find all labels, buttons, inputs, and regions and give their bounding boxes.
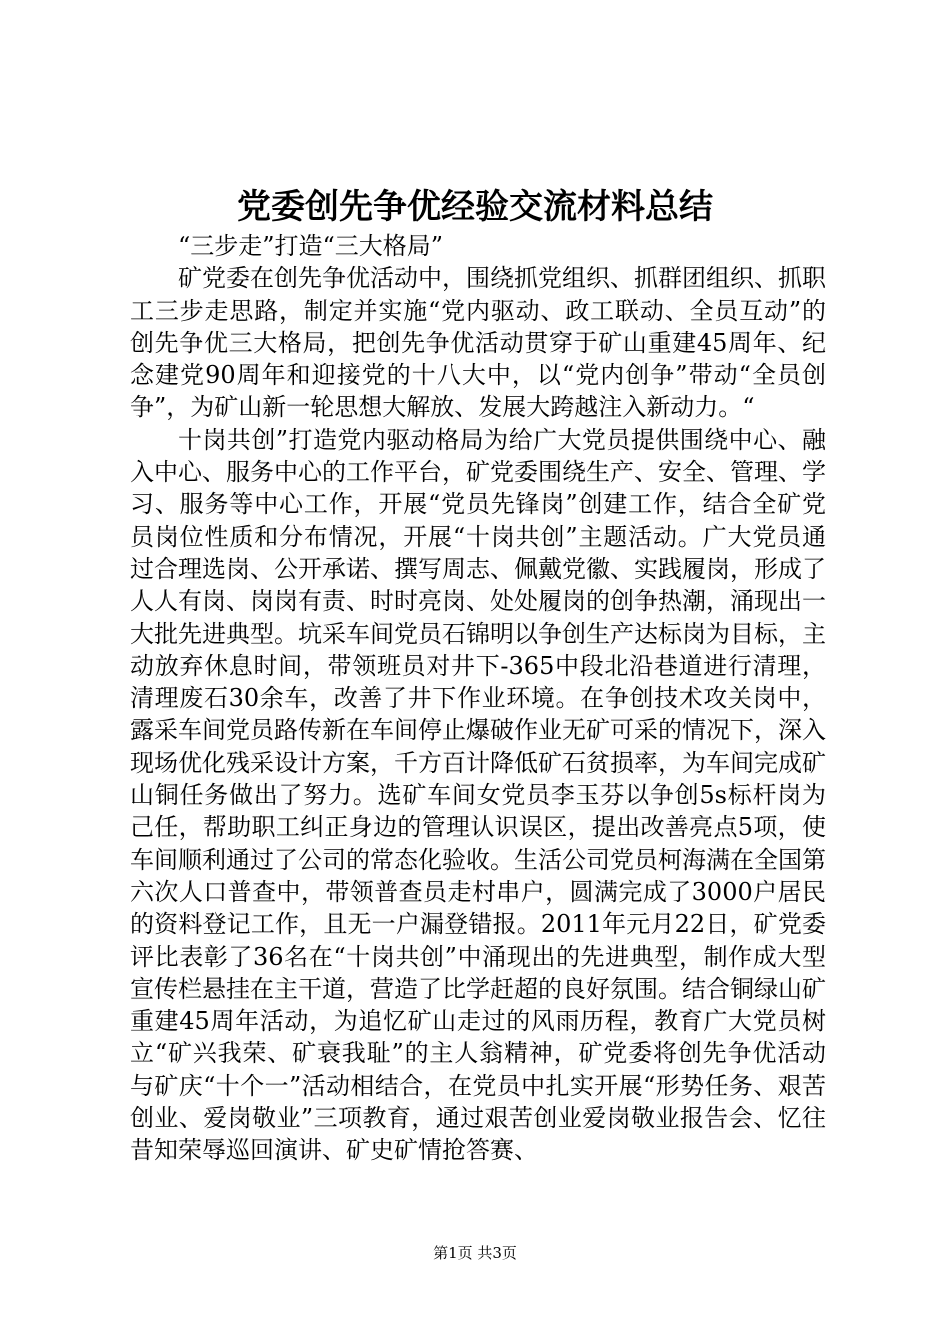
document-body [130, 230, 826, 1167]
body-paragraph: 十岗共创”打造党内驱动格局为给广大党员提供围绕中心、融入中心、服务中心的工作平台，矿党委围绕生产、安全、管理、学习、服务等中心工作，开展“党员先锋岗”创建工作，结合全矿党员岗位性质和分布情况，开展“十岗共创”主题活动。广大党员通过合理选岗、公开承诺、撰写周志、佩戴党徽、实践履岗，形成了人人有岗、岗岗有责、时时亮岗、处处履岗的创争热潮，涌现出一大批先进典型。坑采车间党员石锦明以争创生产达标岗为目标，主动放弃休息时间，带领班员对井下-365中段北沿巷道进行清理，清理废石30余车，改善了井下作业环境。在争创技术攻关岗中，露采车间党员路传新在车间停止爆破作业无矿可采的情况下，深入现场优化残采设计方案，千方百计降低矿石贫损率，为车间完成矿山铜任务做出了努力。选矿车间女党员李玉芬以争创5s标杆岗为己任，帮助职工纠正身边的管理认识误区，提出改善亮点5项，使车间顺利通过了公司的常态化验收。生活公司党员柯海满在全国第六次人口普查中，带领普查员走村串户，圆满完成了3000户居民的资料登记工作，且无一户漏登错报。2011年元月22日，矿党委评比表彰了36名在“十岗共创”中涌现出的先进典型，制作成大型宣传栏悬挂在主干道，营造了比学赶超的良好氛围。结合铜绿山矿重建45周年活动，为追忆矿山走过的风雨历程，教育广大党员树立“矿兴我荣、矿衰我耻”的主人翁精神，矿党委将创先争优活动与矿庆“十个一”活动相结合，在党员中扎实开展“形势任务、艰苦创业、爱岗敬业”三项教育，通过艰苦创业爱岗敬业报告会、忆往昔知荣辱巡回演讲、矿史矿情抢答赛、 [130, 425, 826, 1165]
document-title: 党委创先争优经验交流材料总结 [237, 187, 713, 227]
body-paragraph: 矿党委在创先争优活动中，围绕抓党组织、抓群团组织、抓职工三步走思路，制定并实施“党内驱动、政工联动、全员互动”的创先争优三大格局，把创先争优活动贯穿于矿山重建45周年、纪念建党90周年和迎接党的十八大中，以“党内创争”带动“全员创争”，为矿山新一轮思想大解放、发展大跨越注入新动力。“ [130, 264, 826, 422]
page-footer: 第1页 共3页 [433, 1244, 517, 1262]
section-heading: “三步走”打造“三大格局” [178, 232, 444, 260]
